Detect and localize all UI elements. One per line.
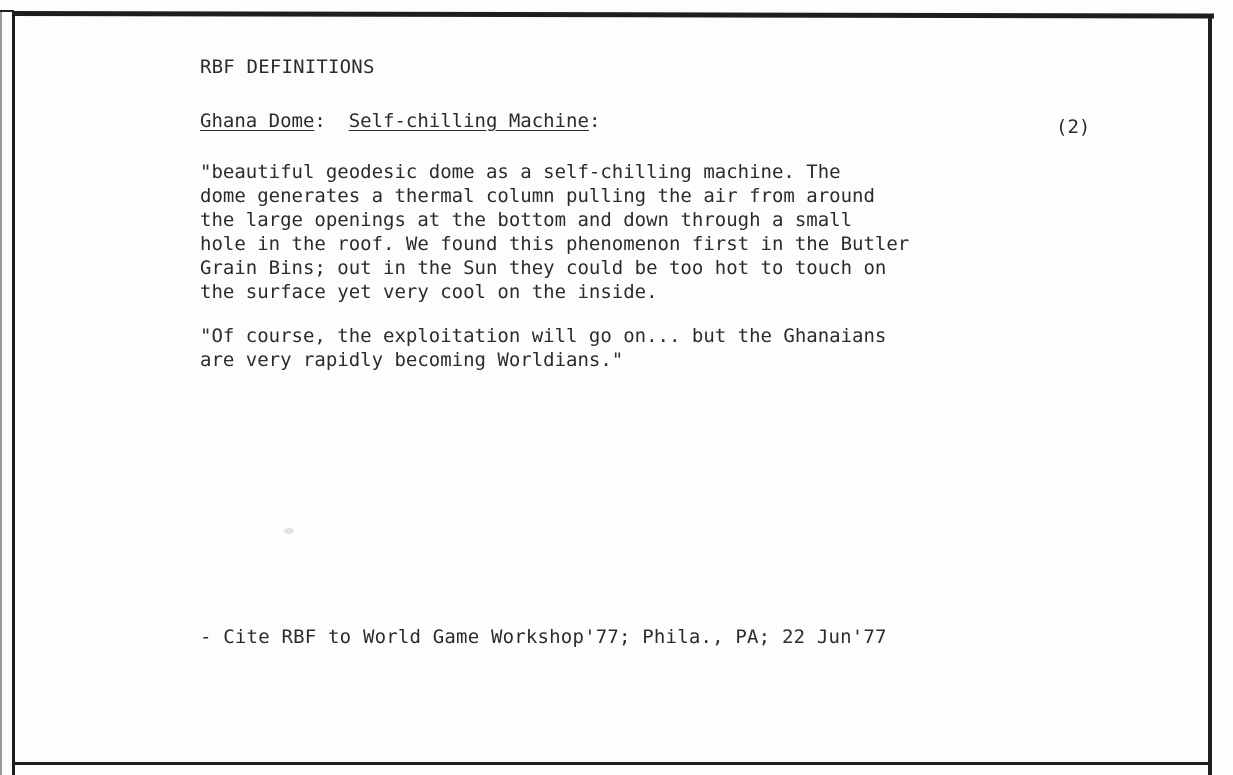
subtopic-term: Self-chilling Machine bbox=[348, 110, 589, 132]
citation-line: - Cite RBF to World Game Workshop'77; Phila., PA; 22 Jun'77 bbox=[200, 626, 887, 648]
frame-bottom-line bbox=[12, 762, 1212, 765]
quote-paragraph-2: "Of course, the exploitation will go on... but the Ghanaians are very rapidly becoming Worldians." bbox=[200, 325, 887, 371]
frame-outer-left-line bbox=[0, 12, 2, 775]
card-heading: RBF DEFINITIONS bbox=[200, 56, 375, 78]
quote-paragraph-1: "beautiful geodesic dome as a self-chilling machine. The dome generates a thermal column pulling the air from around the large openings at the bottom and down through a small hole in the roof. We found this phenomenon first in the Butler Grain Bins; out in the Sun they could be too hot to touch on the surface yet very cool on the inside. bbox=[200, 161, 910, 303]
subtopic-separator: : bbox=[588, 110, 601, 132]
page-number: (2) bbox=[1056, 116, 1091, 138]
frame-right-line bbox=[1208, 18, 1212, 775]
frame-left-line bbox=[12, 12, 15, 775]
subject-line bbox=[200, 110, 1100, 132]
frame-top-line bbox=[14, 11, 1214, 19]
subject-term: Ghana Dome bbox=[200, 110, 315, 132]
subject-separator: : bbox=[314, 110, 349, 132]
paper-smudge bbox=[284, 528, 294, 534]
